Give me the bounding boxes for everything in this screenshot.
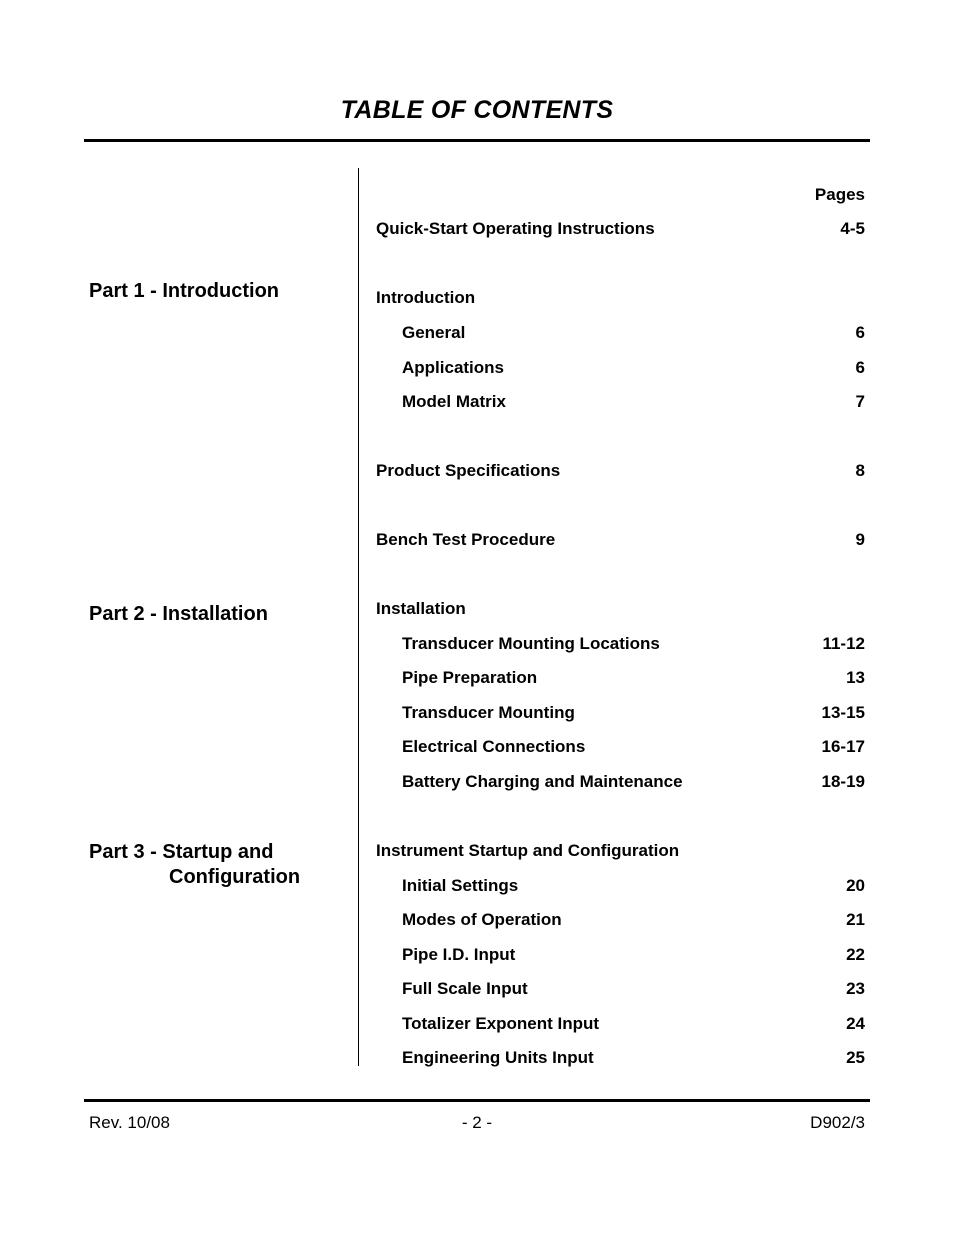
toc-section-introduction[interactable] (376, 288, 865, 308)
toc-entry-pages: 22 (846, 945, 865, 964)
part-heading-installation (89, 602, 268, 627)
toc-entry-general[interactable] (402, 323, 865, 343)
part-heading-startup (89, 840, 300, 890)
page-title: TABLE OF CONTENTS (340, 96, 614, 124)
toc-entry-initial-settings[interactable] (402, 876, 865, 896)
toc-entry-pages: 13 (846, 668, 865, 687)
toc-entry-pages: 9 (855, 530, 865, 549)
toc-entry-bench-test[interactable] (376, 530, 865, 550)
part-heading-continuation: Configuration (169, 866, 301, 888)
part-heading-text: Part 2 - Installation (89, 603, 268, 625)
footer-page-number: - 2 - (461, 1113, 493, 1132)
toc-entry-label: Battery Charging and Maintenance (402, 772, 683, 791)
toc-entry-pages: 6 (855, 323, 865, 342)
toc-entry-pages: 11-12 (822, 634, 865, 653)
toc-entry-transducer-mounting[interactable] (402, 703, 865, 723)
toc-entry-product-specifications[interactable] (376, 461, 865, 481)
toc-entry-label: Electrical Connections (402, 737, 586, 756)
toc-entry-label: Instrument Startup and Configuration (376, 841, 680, 860)
part-heading-introduction (89, 279, 279, 304)
toc-entry-label: Initial Settings (402, 876, 519, 895)
toc-entry-label: Full Scale Input (402, 979, 528, 998)
toc-entry-pages: 18-19 (821, 772, 865, 791)
toc-entry-label: Applications (402, 358, 505, 377)
toc-entry-pages: 8 (855, 461, 865, 480)
toc-entry-pages: 21 (846, 910, 865, 929)
toc-entry-battery-charging[interactable] (402, 772, 865, 792)
toc-entry-pages: 4-5 (840, 219, 865, 238)
toc-entry-pages: 20 (846, 876, 865, 895)
toc-entry-label: Model Matrix (402, 392, 506, 411)
column-divider (358, 168, 359, 1066)
toc-entry-quick-start[interactable] (376, 219, 865, 239)
toc-entry-label: Quick-Start Operating Instructions (376, 219, 655, 238)
toc-entry-label: Transducer Mounting (402, 703, 575, 722)
toc-entry-pages: 24 (846, 1014, 865, 1033)
toc-entry-pages: 6 (855, 358, 865, 377)
toc-entry-applications[interactable] (402, 358, 865, 378)
toc-entry-modes-of-operation[interactable] (402, 910, 865, 930)
toc-entry-label: Modes of Operation (402, 910, 562, 929)
toc-entry-pages: 25 (846, 1048, 865, 1067)
toc-entry-model-matrix[interactable] (402, 392, 865, 412)
toc-entry-label: Installation (376, 599, 466, 618)
toc-entry-label: Bench Test Procedure (376, 530, 556, 549)
toc-entry-pages: 7 (855, 392, 865, 411)
pages-column-header: Pages (814, 185, 865, 204)
toc-entry-electrical-connections[interactable] (402, 737, 865, 757)
toc-entry-label: General (402, 323, 466, 342)
toc-entry-full-scale-input[interactable] (402, 979, 865, 999)
toc-entry-pipe-preparation[interactable] (402, 668, 865, 688)
toc-entry-label: Pipe Preparation (402, 668, 538, 687)
toc-section-installation[interactable] (376, 599, 865, 619)
toc-entry-label: Product Specifications (376, 461, 561, 480)
footer-revision: Rev. 10/08 (89, 1113, 170, 1132)
toc-entry-label: Transducer Mounting Locations (402, 634, 660, 653)
toc-section-startup-configuration[interactable] (376, 841, 865, 861)
toc-entry-label: Pipe I.D. Input (402, 945, 516, 964)
top-rule (84, 139, 870, 142)
toc-entry-pages: 13-15 (821, 703, 865, 722)
toc-entry-label: Engineering Units Input (402, 1048, 594, 1067)
footer-doc-code: D902/3 (810, 1113, 865, 1132)
part-heading-text: Part 3 - Startup and (89, 841, 274, 863)
toc-entry-engineering-units-input[interactable] (402, 1048, 865, 1068)
toc-entry-label: Totalizer Exponent Input (402, 1014, 600, 1033)
toc-entry-pages: 23 (846, 979, 865, 998)
toc-entry-pages: 16-17 (821, 737, 865, 756)
toc-entry-pipe-id-input[interactable] (402, 945, 865, 965)
toc-entry-transducer-mounting-locations[interactable] (402, 634, 865, 654)
toc-entry-totalizer-exponent-input[interactable] (402, 1014, 865, 1034)
part-heading-text: Part 1 - Introduction (89, 280, 279, 302)
bottom-rule (84, 1099, 870, 1102)
toc-entry-label: Introduction (376, 288, 476, 307)
